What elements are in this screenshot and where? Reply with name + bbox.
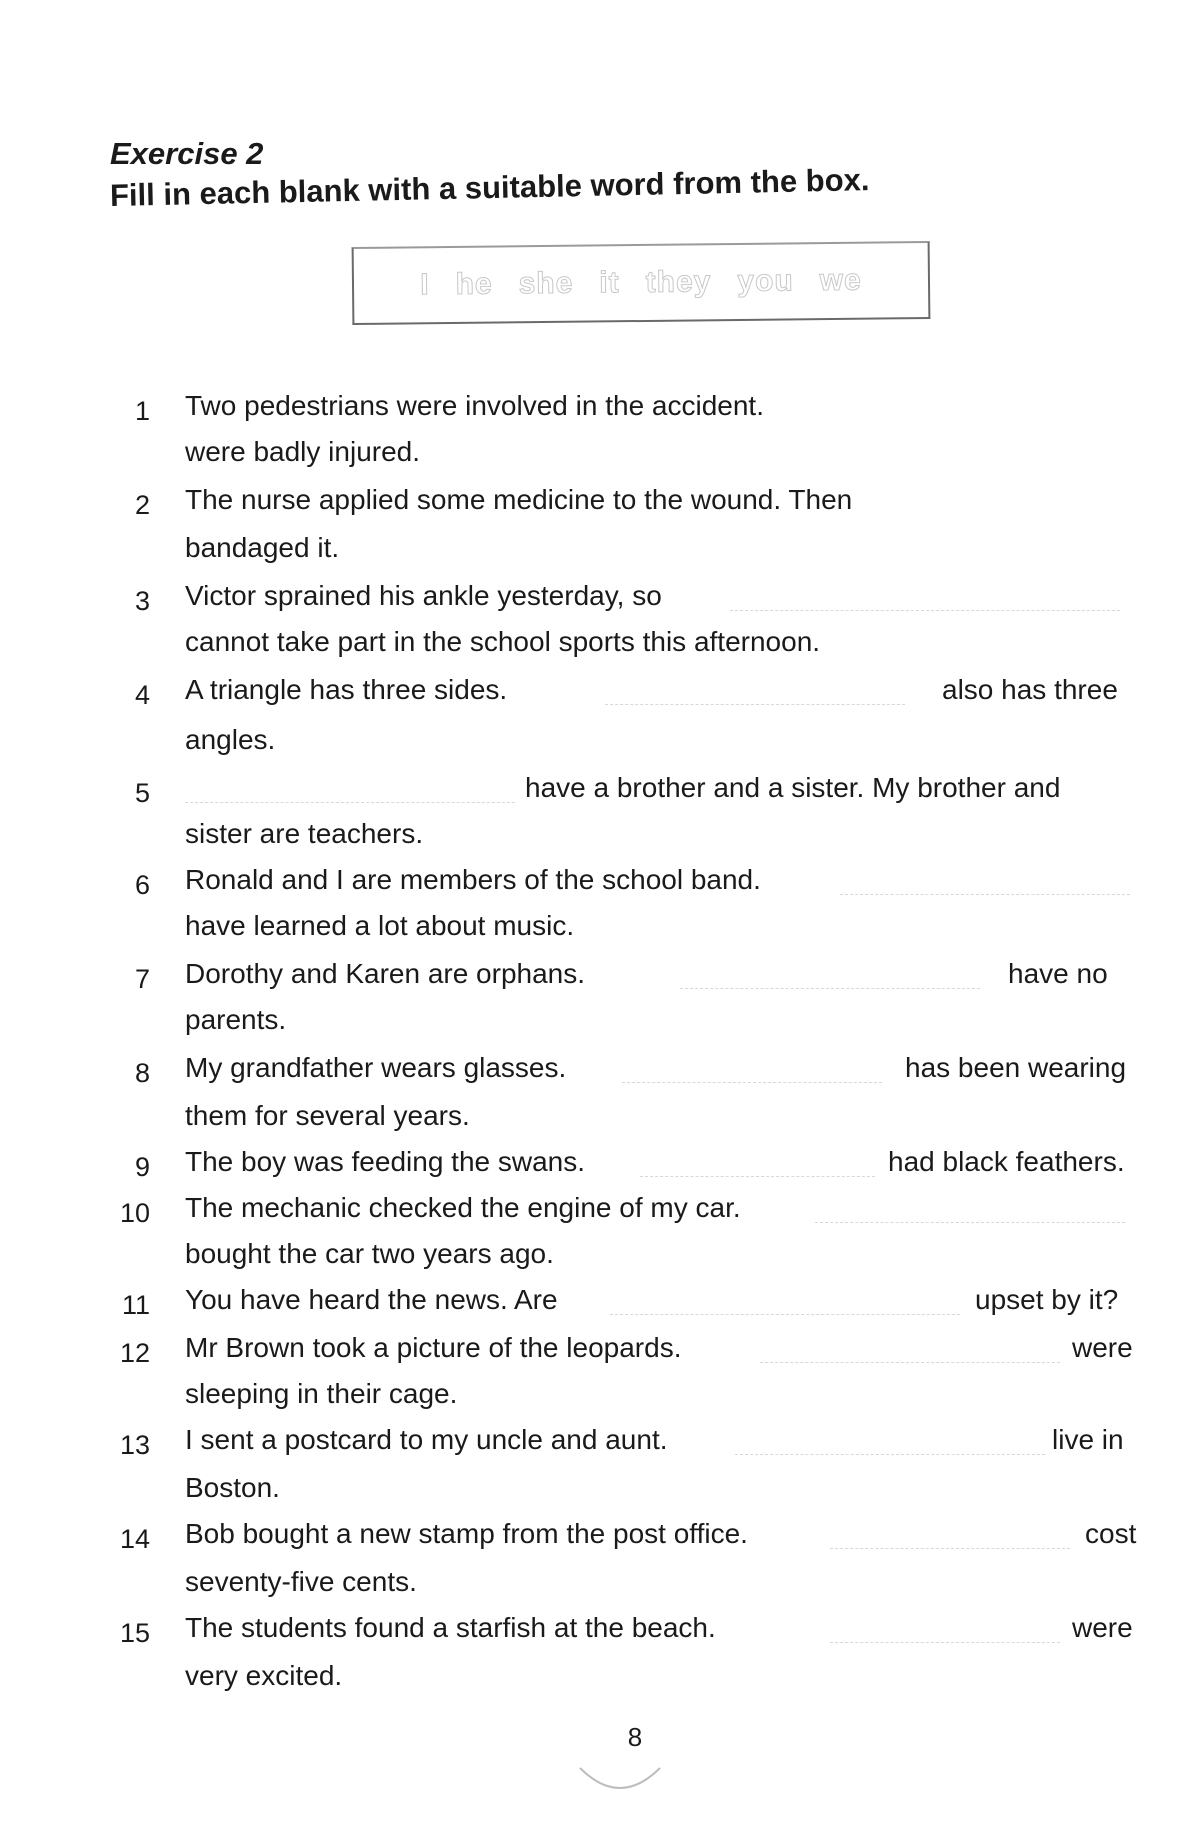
question-item — [0, 1332, 1184, 1372]
question-number: 1 — [134, 396, 150, 426]
question-number: 11 — [121, 1290, 150, 1320]
question-item — [0, 864, 1184, 904]
question-item — [0, 1052, 1184, 1092]
question-item — [0, 1612, 1184, 1652]
answer-blank[interactable] — [605, 704, 905, 705]
question-number: 8 — [134, 1058, 150, 1088]
page-number: 8 — [627, 1722, 643, 1752]
question-text-line2: Boston. — [185, 1472, 280, 1503]
question-number: 4 — [134, 680, 150, 710]
question-continuation — [0, 1660, 1184, 1700]
answer-blank[interactable] — [610, 1314, 960, 1315]
answer-blank[interactable] — [815, 1222, 1125, 1223]
question-text-line2: sleeping in their cage. — [185, 1378, 458, 1409]
question-continuation — [0, 1004, 1184, 1044]
question-text-end: has been wearing — [905, 1052, 1127, 1083]
word-box-item: it — [599, 266, 620, 300]
answer-blank[interactable] — [680, 988, 980, 989]
question-number: 10 — [119, 1198, 150, 1228]
question-text: Ronald and I are members of the school band. — [185, 864, 761, 895]
question-text: Dorothy and Karen are orphans. — [185, 958, 586, 989]
word-box-item: he — [455, 267, 493, 301]
question-text-line2: have learned a lot about music. — [185, 910, 575, 941]
question-text-end: have no — [1008, 958, 1108, 989]
question-text-line2: parents. — [185, 1004, 287, 1035]
word-box-item: I — [420, 268, 430, 302]
question-text-line2: angles. — [185, 724, 276, 755]
question-continuation — [0, 1566, 1184, 1606]
question-text-line2: bought the car two years ago. — [185, 1238, 554, 1269]
question-text-end: cost — [1085, 1518, 1137, 1549]
question-text-line2: seventy-five cents. — [185, 1566, 417, 1597]
question-text: A triangle has three sides. — [185, 674, 508, 705]
question-text: Bob bought a new stamp from the post office. — [185, 1518, 748, 1549]
question-number: 15 — [119, 1618, 150, 1648]
question-text: The mechanic checked the engine of my car. — [185, 1192, 741, 1223]
exercise-instruction: Fill in each blank with a suitable word from the box. — [109, 162, 870, 213]
question-continuation — [0, 818, 1184, 858]
question-text: My grandfather wears glasses. — [185, 1052, 567, 1083]
answer-blank[interactable] — [640, 1176, 875, 1177]
answer-blank[interactable] — [185, 802, 515, 803]
word-box-item: we — [819, 263, 862, 298]
question-number: 9 — [134, 1152, 150, 1182]
question-number: 7 — [134, 964, 150, 994]
answer-blank[interactable] — [760, 1362, 1060, 1363]
question-item — [0, 772, 1184, 812]
question-continuation — [0, 1238, 1184, 1278]
word-box-item: you — [737, 264, 794, 298]
question-number: 2 — [134, 490, 150, 520]
question-text-line2: sister are teachers. — [185, 818, 424, 849]
answer-blank[interactable] — [735, 1454, 1045, 1455]
answer-blank[interactable] — [830, 1642, 1060, 1643]
word-box — [352, 241, 931, 325]
question-number: 14 — [119, 1524, 150, 1554]
question-item — [0, 580, 1184, 620]
question-text-line2: bandaged it. — [185, 532, 340, 563]
question-text: Two pedestrians were involved in the accident. — [185, 390, 764, 421]
question-text-line2: were badly injured. — [185, 436, 421, 467]
question-text: I sent a postcard to my uncle and aunt. — [185, 1424, 668, 1455]
question-continuation — [0, 1378, 1184, 1418]
question-continuation — [0, 626, 1184, 666]
answer-blank[interactable] — [622, 1082, 882, 1083]
question-item — [0, 1518, 1184, 1558]
question-text: Mr Brown took a picture of the leopards. — [185, 1332, 682, 1363]
question-text-end: have a brother and a sister. My brother and — [525, 772, 1061, 803]
question-number: 3 — [134, 586, 150, 616]
exercise-title: Exercise 2 — [110, 136, 264, 171]
question-continuation — [0, 1100, 1184, 1140]
question-item — [0, 390, 1184, 430]
question-continuation — [0, 1472, 1184, 1512]
question-text: The boy was feeding the swans. — [185, 1146, 586, 1177]
question-text-line2: very excited. — [185, 1660, 343, 1691]
question-item — [0, 1192, 1184, 1232]
answer-blank[interactable] — [830, 1548, 1070, 1549]
question-text: The nurse applied some medicine to the wound. Then — [185, 484, 853, 515]
question-continuation — [0, 436, 1184, 476]
question-item — [0, 1146, 1184, 1186]
question-text-line2: cannot take part in the school sports this afternoon. — [185, 626, 821, 657]
question-continuation — [0, 724, 1184, 764]
question-number: 5 — [134, 778, 150, 808]
word-box-item: she — [518, 266, 574, 301]
question-item — [0, 1424, 1184, 1464]
decorative-curve — [560, 1760, 680, 1800]
answer-blank[interactable] — [840, 894, 1130, 895]
question-text-end: also has three — [942, 674, 1118, 705]
question-item — [0, 1284, 1184, 1324]
question-item — [0, 674, 1184, 714]
question-text-end: live in — [1052, 1424, 1124, 1455]
question-item — [0, 484, 1184, 524]
question-number: 12 — [119, 1338, 150, 1368]
question-number: 13 — [119, 1430, 150, 1460]
question-continuation — [0, 532, 1184, 572]
question-text-end: upset by it? — [975, 1284, 1119, 1315]
word-box-item: they — [645, 265, 712, 299]
answer-blank[interactable] — [730, 610, 1120, 611]
question-text: Victor sprained his ankle yesterday, so — [185, 580, 662, 611]
question-text-end: had black feathers. — [888, 1146, 1125, 1177]
question-text: The students found a starfish at the beach. — [185, 1612, 716, 1643]
question-text-end: were — [1072, 1612, 1133, 1643]
question-item — [0, 958, 1184, 998]
question-text-end: were — [1072, 1332, 1133, 1363]
question-text: You have heard the news. Are — [185, 1284, 558, 1315]
question-number: 6 — [134, 870, 150, 900]
question-text-line2: them for several years. — [185, 1100, 470, 1131]
question-continuation — [0, 910, 1184, 950]
